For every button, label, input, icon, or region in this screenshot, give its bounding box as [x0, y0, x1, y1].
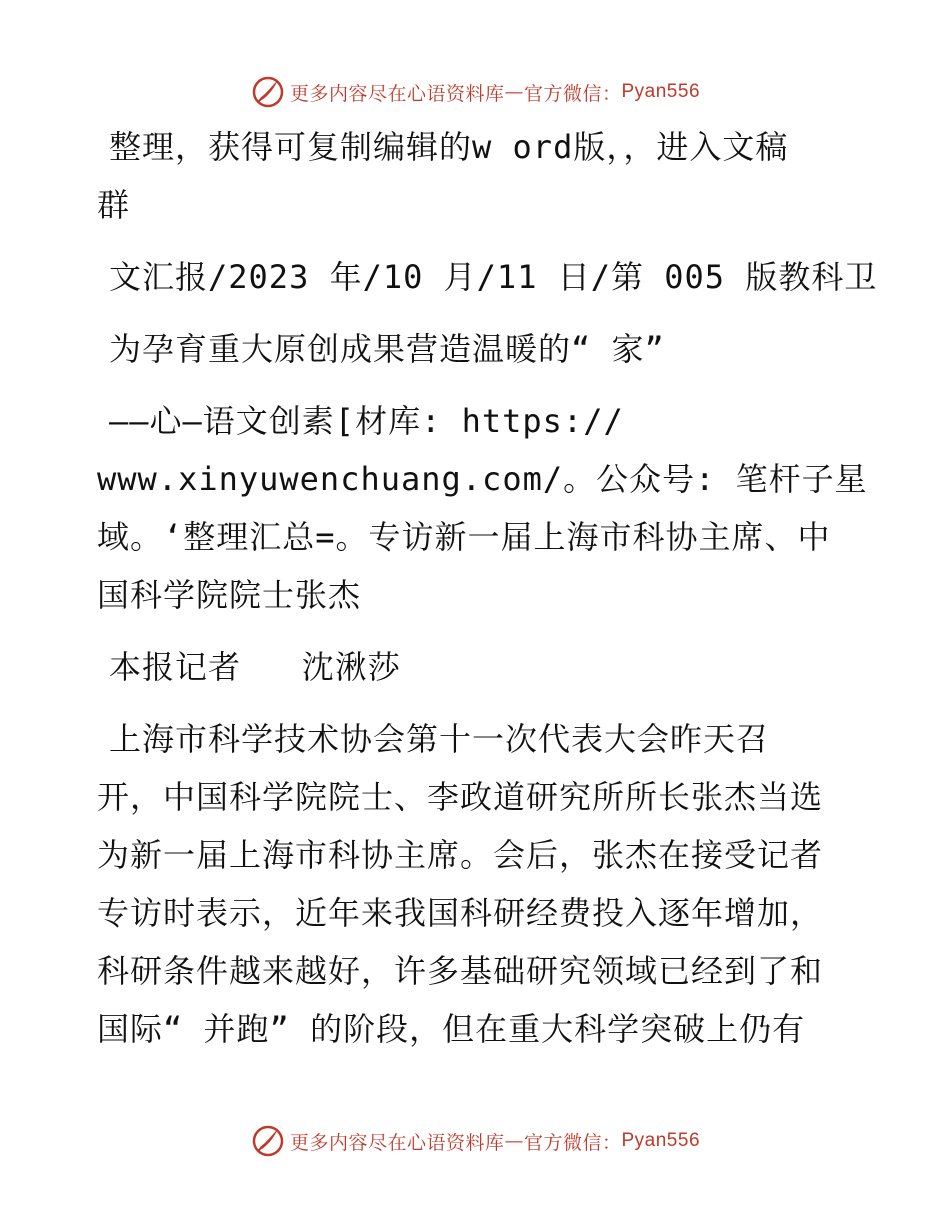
- body-line: 国际“ 并跑” 的阶段，但在重大科学突破上仍有: [97, 1010, 806, 1048]
- headline-text: 为孕育重大原创成果营造温暖的“ 家”: [109, 330, 665, 368]
- watermark-brand: 更多内容尽在心语资料库: [289, 82, 505, 105]
- subtitle-line: www.xinyuwenchuang.com/。公众号: 笔杆子星: [97, 460, 868, 498]
- watermark-header: [0, 72, 950, 112]
- watermark-official: 官方微信：: [523, 82, 622, 105]
- intro-paragraph: [97, 118, 857, 234]
- body-paragraph: [97, 710, 857, 1058]
- watermark-wechat-id: Pyan556: [621, 81, 701, 102]
- body-line: 专访时表示，近年来我国科研经费投入逐年增加，: [97, 894, 824, 932]
- body-line: 科研条件越来越好，许多基础研究领域已经到了和: [97, 952, 824, 990]
- intro-line: 整理，获得可复制编辑的w ord版，，进入文稿: [109, 128, 789, 166]
- intro-line: 群: [97, 186, 131, 224]
- quill-circle-icon: [250, 74, 286, 110]
- watermark-brand: 更多内容尽在心语资料库: [289, 1131, 505, 1154]
- byline-text: 本报记者 沈湫莎: [109, 648, 401, 686]
- byline: [97, 638, 857, 696]
- subtitle-line: 域。‘整理汇总=。专访新一届上海市科协主席、中: [97, 518, 831, 556]
- source-text: 文汇报/2023 年/10 月/11 日/第 005 版教科卫: [109, 258, 878, 296]
- article-headline: [97, 320, 857, 378]
- watermark-wechat-id: Pyan556: [621, 1130, 701, 1151]
- body-line: 上海市科学技术协会第十一次代表大会昨天召: [109, 720, 770, 758]
- watermark-dash: —: [504, 1130, 524, 1152]
- watermark-footer: [0, 1121, 950, 1161]
- subtitle-line: 国科学院院士张杰: [97, 576, 362, 614]
- source-line: [97, 248, 878, 306]
- watermark-dash: —: [504, 81, 524, 103]
- document-page: [97, 118, 878, 1072]
- subtitle-line: ——心—语文创素[材库: https://: [109, 402, 624, 440]
- article-subtitle: [97, 392, 868, 624]
- quill-circle-icon: [250, 1123, 286, 1159]
- body-line: 开，中国科学院院士、李政道研究所所长张杰当选: [97, 778, 824, 816]
- watermark-official: 官方微信：: [523, 1131, 622, 1154]
- body-line: 为新一届上海市科协主席。会后，张杰在接受记者: [97, 836, 824, 874]
